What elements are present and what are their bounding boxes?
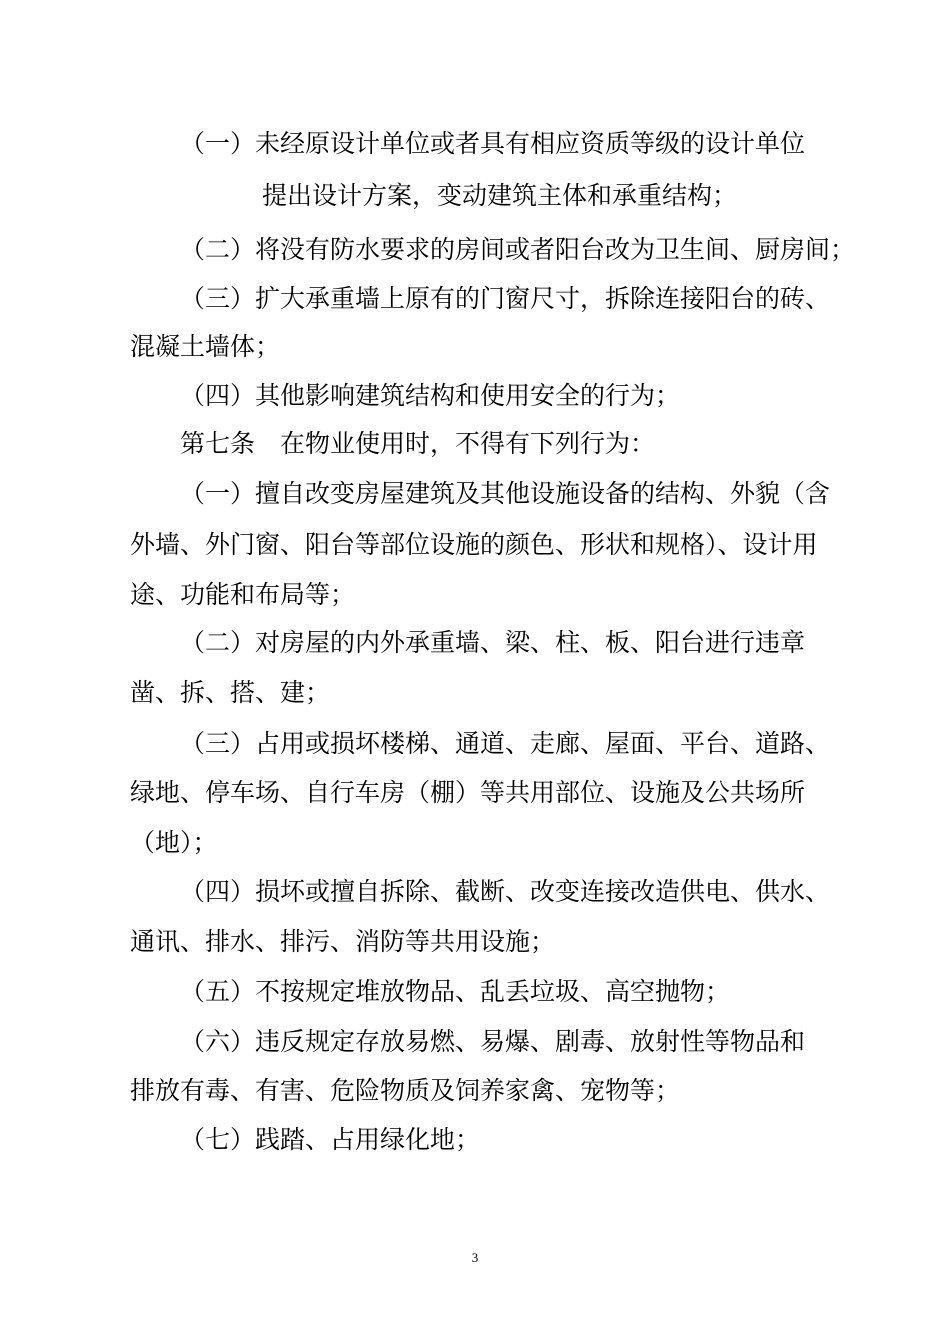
text-line: （二）将没有防水要求的房间或者阳台改为卫生间、厨房间； [180,235,856,264]
text-line: 绿地、停车场、自行车房（棚）等共用部位、设施及公共场所 [130,778,806,807]
text-line: （三）占用或损坏楼梯、通道、走廊、屋面、平台、道路、 [180,729,831,758]
text-line: （六）违反规定存放易燃、易爆、剧毒、放射性等物品和 [180,1027,806,1056]
text-line: 混凝土墙体； [130,332,281,361]
text-line: （一）未经原设计单位或者具有相应资质等级的设计单位 [180,129,806,158]
text-line: 提出设计方案，变动建筑主体和承重结构； [262,181,738,210]
text-line: （四）损坏或擅自拆除、截断、改变连接改造供电、供水、 [180,877,831,906]
text-line: （二）对房屋的内外承重墙、梁、柱、板、阳台进行违章 [180,628,806,657]
text-line: 排放有毒、有害、危险物质及饲养家禽、宠物等； [130,1076,681,1105]
text-line: （地）； [130,828,218,857]
text-line: 途、功能和布局等； [130,580,356,609]
text-line: 凿、拆、搭、建； [130,678,331,707]
text-line: （一）擅自改变房屋建筑及其他设施设备的结构、外貌（含 [180,479,831,508]
text-line: 外墙、外门窗、阳台等部位设施的颜色、形状和规格）、设计用 [130,530,818,559]
text-line: （四）其他影响建筑结构和使用安全的行为； [180,381,681,410]
text-line: （五）不按规定堆放物品、乱丢垃圾、高空抛物； [180,977,731,1006]
text-line: （七）践踏、占用绿化地； [180,1125,481,1154]
page-number: 3 [471,1250,479,1265]
text-line: 通讯、排水、排污、消防等共用设施； [130,927,556,956]
text-line: （三）扩大承重墙上原有的门窗尺寸，拆除连接阳台的砖、 [180,284,831,313]
section-heading: 第七条 在物业使用时，不得有下列行为： [180,429,656,458]
